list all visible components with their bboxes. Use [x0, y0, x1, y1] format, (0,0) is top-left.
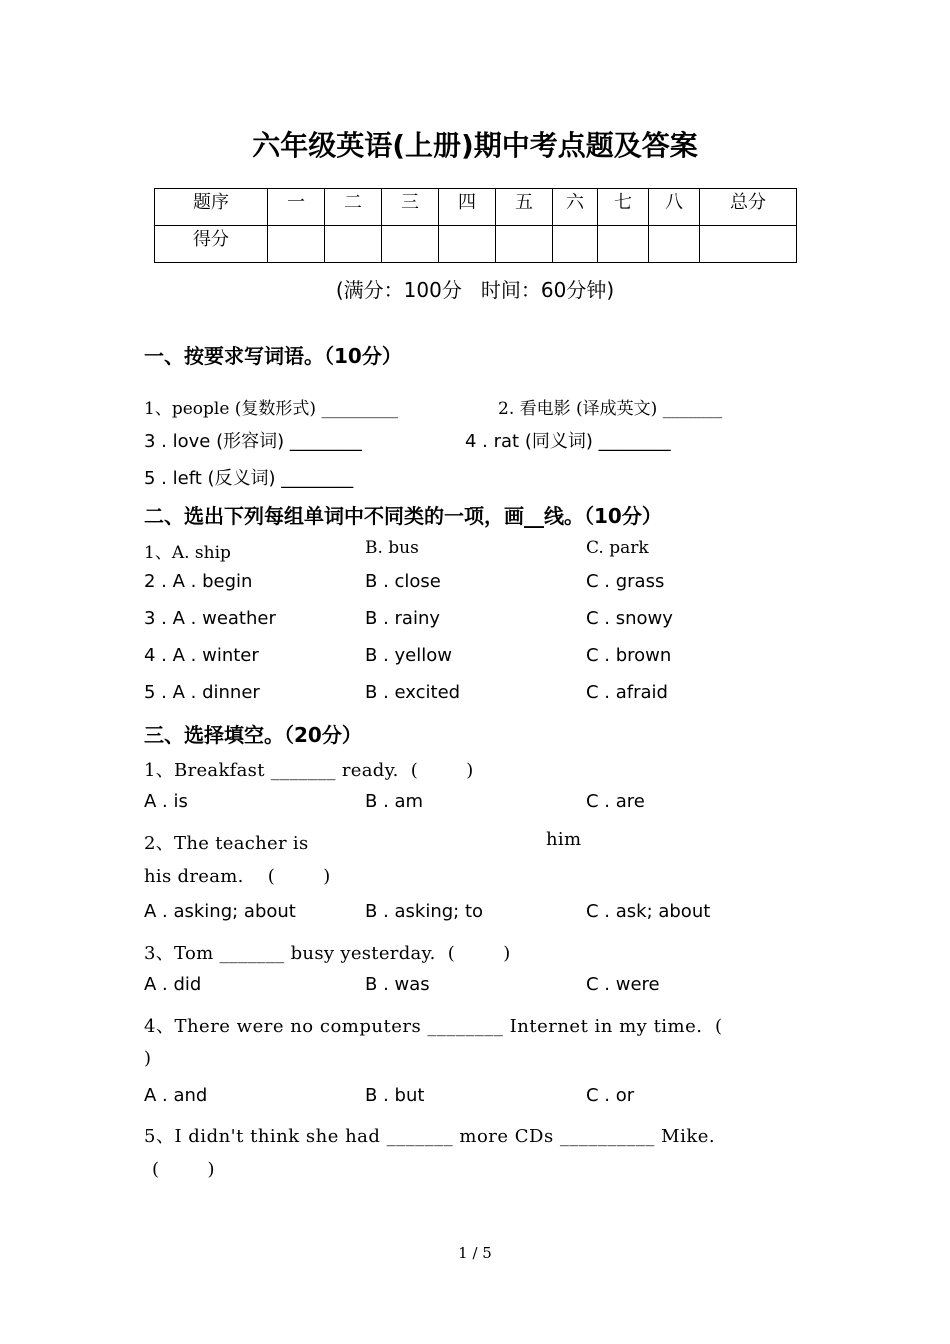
- section2-row2-option-c: C . grass: [586, 571, 665, 592]
- section3-q4-option-c: C . or: [586, 1085, 635, 1106]
- table-header-cell: 四: [439, 189, 496, 226]
- table-header-cell: 二: [325, 189, 382, 226]
- score-cell[interactable]: [496, 226, 553, 263]
- table-header-cell: 八: [649, 189, 700, 226]
- section3-q1-option-c: C . are: [586, 791, 645, 812]
- page-title: 六年级英语(上册)期中考点题及答案: [252, 129, 698, 162]
- section3-q4-option-a: A . and: [144, 1085, 208, 1106]
- section3-q2-option-c: C . ask; about: [586, 901, 711, 922]
- section1-question-5: 5 . left (反义词) ________: [144, 468, 354, 489]
- table-header-cell: 三: [382, 189, 439, 226]
- section2-row5-option-a: 5 . A . dinner: [144, 682, 260, 703]
- section2-row1-option-c: C. park: [586, 538, 649, 558]
- table-header-cell: 总分: [700, 189, 797, 226]
- section1-heading: 一、按要求写词语。（10分）: [144, 344, 402, 368]
- section2-row2-option-b: B . close: [365, 571, 441, 592]
- section2-row4-option-a: 4 . A . winter: [144, 645, 259, 666]
- section3-question-5: 5、I didn't think she had _______ more CDs __________ Mike.: [144, 1126, 716, 1147]
- section1-question-1: 1、people (复数形式) _________: [144, 399, 398, 419]
- section2-row5-option-c: C . afraid: [586, 682, 668, 703]
- section2-row2-option-a: 2 . A . begin: [144, 571, 253, 592]
- score-table-score-row: [155, 226, 797, 263]
- score-table: [154, 188, 797, 263]
- section3-q3-option-c: C . were: [586, 974, 660, 995]
- section1-question-4: 4 . rat (同义词) ________: [465, 431, 671, 452]
- score-cell[interactable]: [700, 226, 797, 263]
- section2-row1-option-a: 1、A. ship: [144, 543, 231, 563]
- section1-question-3: 3 . love (形容词) ________: [144, 431, 362, 452]
- score-cell[interactable]: [649, 226, 700, 263]
- score-row-label: 得分: [155, 226, 268, 263]
- score-cell[interactable]: [439, 226, 496, 263]
- score-cell[interactable]: [325, 226, 382, 263]
- section3-question-5-paren: ( ): [152, 1159, 215, 1180]
- section3-question-1: 1、Breakfast _______ ready. ( ): [144, 760, 474, 781]
- section2-row3-option-a: 3 . A . weather: [144, 608, 276, 629]
- table-header-cell: 六: [553, 189, 598, 226]
- score-cell[interactable]: [382, 226, 439, 263]
- section3-q3-option-b: B . was: [365, 974, 430, 995]
- section3-question-4: 4、There were no computers ________ Internet in my time. (: [144, 1016, 723, 1037]
- section3-question-4-paren: ): [144, 1048, 152, 1069]
- score-table-header-row: [155, 189, 797, 226]
- section2-heading: 二、选出下列每组单词中不同类的一项，画__线。（10分）: [144, 504, 662, 528]
- section3-heading: 三、选择填空。（20分）: [144, 723, 362, 747]
- section1-question-2: 2. 看电影 (译成英文) _______: [498, 399, 723, 419]
- section3-q2-option-a: A . asking; about: [144, 901, 296, 922]
- table-header-cell: 一: [268, 189, 325, 226]
- section2-row3-option-b: B . rainy: [365, 608, 441, 629]
- section3-question-2-middle: him: [546, 829, 582, 850]
- section2-row4-option-c: C . brown: [586, 645, 672, 666]
- score-cell[interactable]: [268, 226, 325, 263]
- section2-row5-option-b: B . excited: [365, 682, 461, 703]
- exam-info: (满分：100分 时间：60分钟): [335, 278, 615, 302]
- section3-question-2-end: his dream. ( ): [144, 866, 331, 887]
- section3-question-3: 3、Tom _______ busy yesterday. ( ): [144, 943, 511, 964]
- section3-q1-option-a: A . is: [144, 791, 188, 812]
- section2-row1-option-b: B. bus: [365, 538, 419, 558]
- table-header-cell: 五: [496, 189, 553, 226]
- table-header-cell: 题序: [155, 189, 268, 226]
- section3-question-2-start: 2、The teacher is: [144, 833, 309, 854]
- section3-q2-option-b: B . asking; to: [365, 901, 484, 922]
- score-cell[interactable]: [598, 226, 649, 263]
- section3-q1-option-b: B . am: [365, 791, 424, 812]
- section3-q3-option-a: A . did: [144, 974, 202, 995]
- page-number: 1 / 5: [458, 1244, 492, 1262]
- section2-row3-option-c: C . snowy: [586, 608, 673, 629]
- section3-q4-option-b: B . but: [365, 1085, 425, 1106]
- section2-row4-option-b: B . yellow: [365, 645, 452, 666]
- table-header-cell: 七: [598, 189, 649, 226]
- score-cell[interactable]: [553, 226, 598, 263]
